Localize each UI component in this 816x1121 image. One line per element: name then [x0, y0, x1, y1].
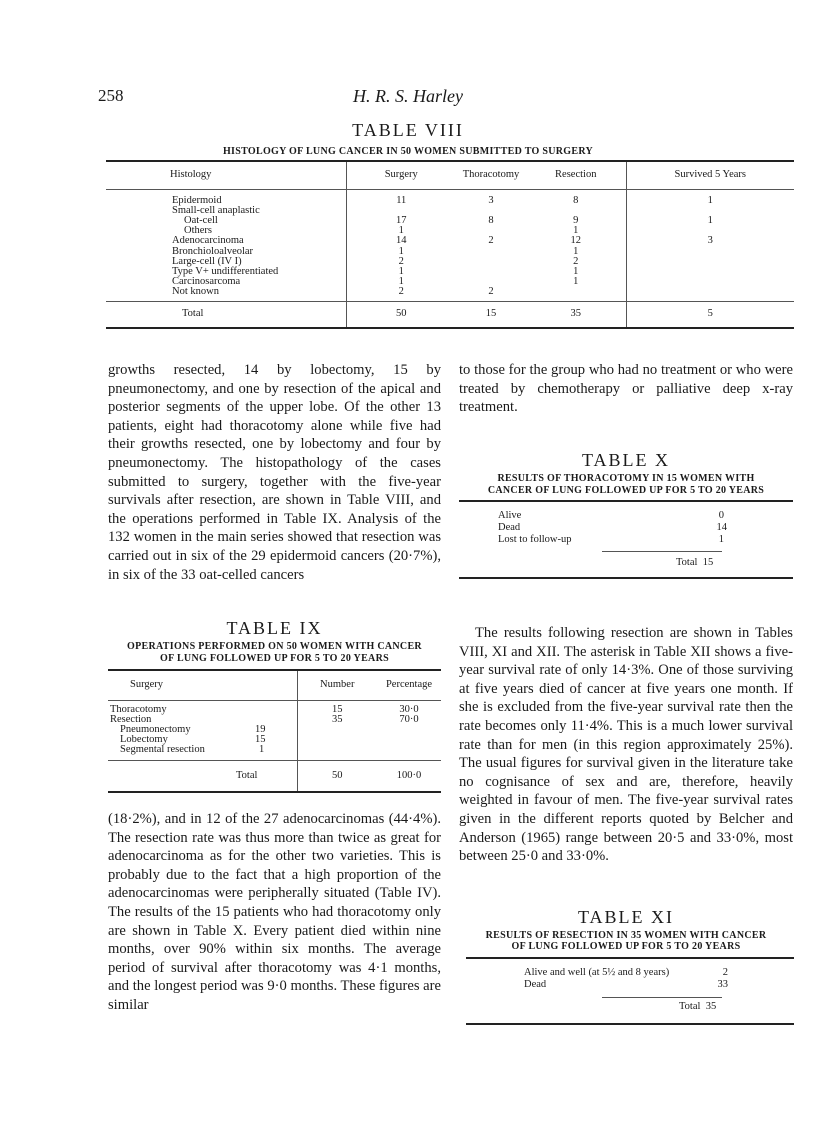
table-row: Thoracotomy 15 30·0: [110, 703, 419, 715]
table-row: Alive and well (at 5½ and 8 years) 2: [524, 966, 728, 978]
table8-subtitle: HISTOLOGY OF LUNG CANCER IN 50 WOMEN SUBMITTED TO SURGERY: [222, 146, 594, 157]
table-row: Oat-cell 17 8 9 1: [106, 216, 794, 226]
table8: [106, 160, 794, 329]
table-row: Epidermoid 11 3 8 1: [106, 196, 794, 206]
table10-total: Total 15: [676, 557, 714, 568]
table-row: Others 1 1: [106, 226, 794, 236]
table11-total: Total 35: [679, 1001, 717, 1012]
table10: [496, 510, 746, 546]
table-row: Lost to follow-up 1: [498, 533, 724, 545]
table8-header-resection: Resection: [555, 169, 597, 181]
page-number: 258: [98, 86, 124, 105]
table8-header-thoracotomy: Thoracotomy: [462, 169, 520, 181]
table9-header-percentage: Percentage: [385, 679, 433, 691]
table11-total-rule: [602, 997, 722, 998]
table11-caption: TABLE XI: [577, 907, 675, 927]
table-row: Type V+ undifferentiated 1 1: [106, 267, 794, 277]
table-row: Lobectomy 15: [108, 735, 441, 745]
left-column-text-1: growths resected, 14 by lobectomy, 15 by pneumonectomy, and one by resection of the apical and posterior segments of the upper lobe. Of the other 13 patients, eight had thoracotomy alone while five had their growths resected, one by lobectomy and four by pneumonectomy. The histopathology of the cases submitted to surgery, together with the five-year survivals after resection, are shown in Table VIII, and the operations performed in Table IX. Analysis of the 132 women in the main series showed that resection was carried out in six of the 29 epidermoid cancers (20·7%), in six of the 33 oat-celled cancers: [108, 362, 441, 583]
table10-bottom-rule: [459, 577, 793, 579]
table-row: Carcinosarcoma 1 1: [106, 277, 794, 287]
table-row: Adenocarcinoma 14 2 12 3: [106, 236, 794, 246]
table8-header-survived: Survived 5 Years: [626, 161, 794, 189]
table10-caption: TABLE X: [581, 450, 671, 470]
table-row: Alive 0: [498, 509, 724, 521]
table9-total-row: Total 50 100·0: [108, 760, 441, 792]
table-row: Segmental resection 1: [108, 745, 441, 755]
right-column-text-2: The results following resection are shown in Tables VIII, XI and XII. The asterisk in Table XII shows a five-year survival rate of only 14·3%. One of those surviving at five years died of cancer at five years one month. If she is excluded from the five-year survival rate then the rate becomes only 11·4%. This is a much lower survival rate than for men (in this region approximately 25%). The usual figures for survival given in the literature take no cognisance of sex and are, therefore, heavily weighted in favour of men. The five-year survival rates given in the different reports quoted by Belcher and Anderson (1965) range between 20·5 and 33·0%, most between 25·0 and 33·0%.: [459, 625, 793, 865]
table-row: Dead 33: [524, 978, 728, 990]
table11-subtitle-1: RESULTS OF RESECTION IN 35 WOMEN WITH CANCER: [485, 930, 767, 941]
table-row: Not known 2 2: [106, 287, 794, 297]
table10-top-rule: [459, 500, 793, 502]
table9-subtitle-1: OPERATIONS PERFORMED ON 50 WOMEN WITH CANCER: [127, 641, 422, 652]
table9-header-number: Number: [297, 670, 377, 700]
table8-header-histology: Histology: [170, 169, 212, 181]
table10-total-rule: [602, 551, 722, 552]
table-row: Small-cell anaplastic: [106, 206, 794, 216]
table11-top-rule: [466, 957, 794, 959]
table-row: Resection 35 70·0: [110, 713, 419, 725]
table9: [108, 669, 441, 793]
table9-caption: TABLE IX: [226, 618, 323, 638]
table-row: Large-cell (IV I) 2 2: [106, 257, 794, 267]
table9-subtitle-2: OF LUNG FOLLOWED UP FOR 5 TO 20 YEARS: [160, 653, 389, 664]
left-column-text-2: (18·2%), and in 12 of the 27 adenocarcinomas (44·4%). The resection rate was thus more than twice as great for adenocarcinoma as for the other two varieties. This is probably due to the fact that a high proportion of the adenocarcinomas were peripherally situated (Table IV). The results of the 15 patients who had thoracotomy only are shown in Table X. Every patient died within nine months, over 90% within six months. The average period of survival after thoracotomy was 4·1 months, and the longest period was 9·0 months. These figures are similar: [108, 811, 441, 1013]
table-row: Dead 14: [498, 521, 727, 533]
table10-subtitle-2: CANCER OF LUNG FOLLOWED UP FOR 5 TO 20 YEARS: [487, 485, 765, 496]
table11-bottom-rule: [466, 1023, 794, 1025]
right-column-text-1: to those for the group who had no treatment or who were treated by chemotherapy or palliative deep x-ray treatment.: [459, 362, 793, 416]
table-row: Bronchioloalveolar 1 1: [106, 247, 794, 257]
table9-header-surgery: Surgery: [130, 679, 164, 691]
table8-caption: TABLE VIII: [352, 120, 464, 140]
table11: [524, 967, 744, 991]
table11-subtitle-2: OF LUNG FOLLOWED UP FOR 5 TO 20 YEARS: [511, 941, 741, 952]
running-head: H. R. S. Harley: [353, 86, 463, 106]
table-row: Pneumonectomy 19: [108, 725, 441, 735]
table10-subtitle-1: RESULTS OF THORACOTOMY IN 15 WOMEN WITH: [497, 473, 755, 484]
table8-total-row: Total 50 15 35 5: [106, 302, 794, 328]
table8-header-surgery: Surgery: [346, 161, 456, 189]
